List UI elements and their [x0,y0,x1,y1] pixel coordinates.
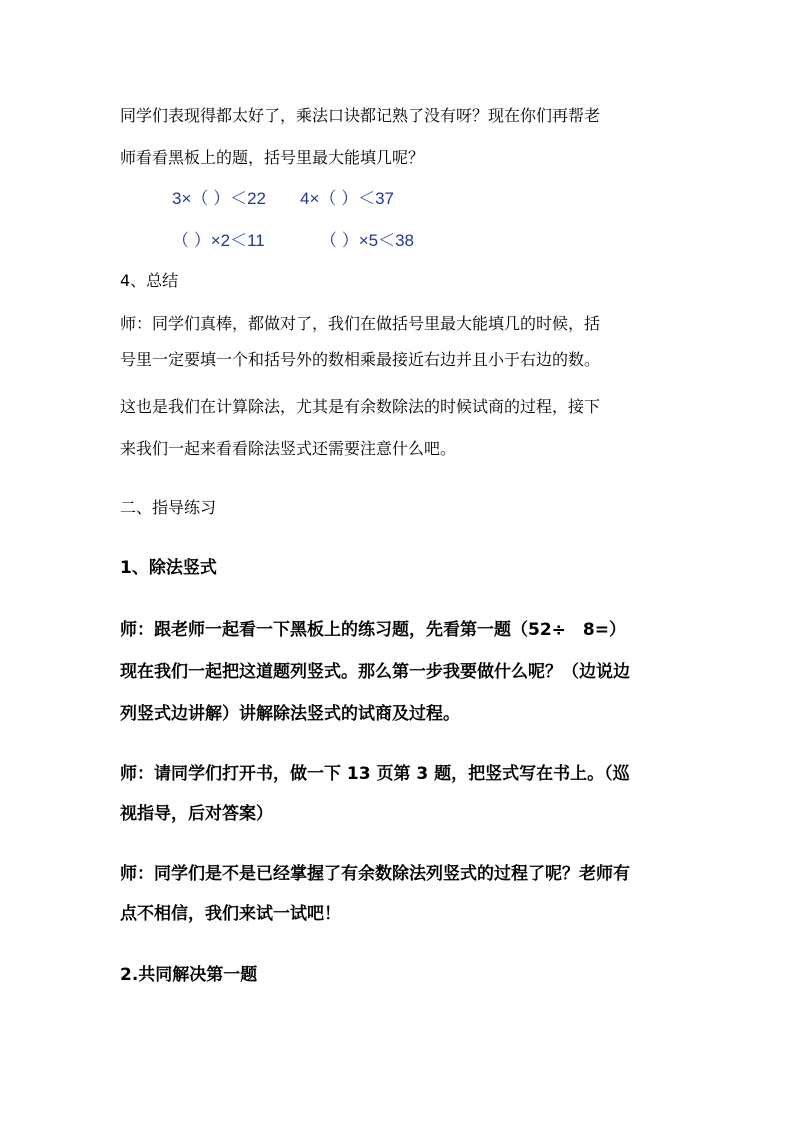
paragraph-1-line-3: 列竖式边讲解）讲解除法竖式的试商及过程。 [120,704,460,724]
summary-line-3: 这也是我们在计算除法，尤其是有余数除法的时候试商的过程，接下 [120,397,601,416]
paragraph-3-line-2: 点不相信，我们来试一试吧！ [120,904,341,924]
summary-line-2: 号里一定要填一个和括号外的数相乘最接近右边并且小于右边的数。 [120,350,601,369]
paragraph-2-line-2: 视指导，后对答案） [120,804,273,824]
paragraph-2-line-1: 师：请同学们打开书，做一下 13 页第 3 题，把竖式写在书上。（巡 [120,764,630,784]
exercise-2: 4×（ ）＜37 [300,189,395,208]
section-2-heading: 二、指导练习 [120,498,217,517]
summary-line-4: 来我们一起来看看除法竖式还需要注意什么吧。 [120,439,457,458]
intro-line-2: 师看看黑板上的题，括号里最大能填几呢？ [120,148,425,167]
paragraph-1-line-2: 现在我们一起把这道题列竖式。那么第一步我要做什么呢？（边说边 [120,662,630,682]
paragraph-3-line-1: 师：同学们是不是已经掌握了有余数除法列竖式的过程了呢？老师有 [120,864,630,884]
intro-line-1: 同学们表现得都太好了，乘法口诀都记熟了没有呀？现在你们再帮老 [120,106,601,125]
exercise-4: （ ）×5＜38 [320,231,415,250]
summary-heading: 4、总结 [120,271,179,290]
summary-line-1: 师：同学们真棒，都做对了，我们在做括号里最大能填几的时候，括 [120,314,601,333]
subsection-2-heading: 2.共同解决第一题 [120,965,258,985]
exercise-3: （ ）×2＜11 [172,231,265,250]
exercise-1: 3×（ ）＜22 [172,189,267,208]
subsection-1-heading: 1、除法竖式 [120,558,217,578]
paragraph-1-line-1: 师：跟老师一起看一下黑板上的练习题，先看第一题（52÷ 8=） [120,620,626,640]
